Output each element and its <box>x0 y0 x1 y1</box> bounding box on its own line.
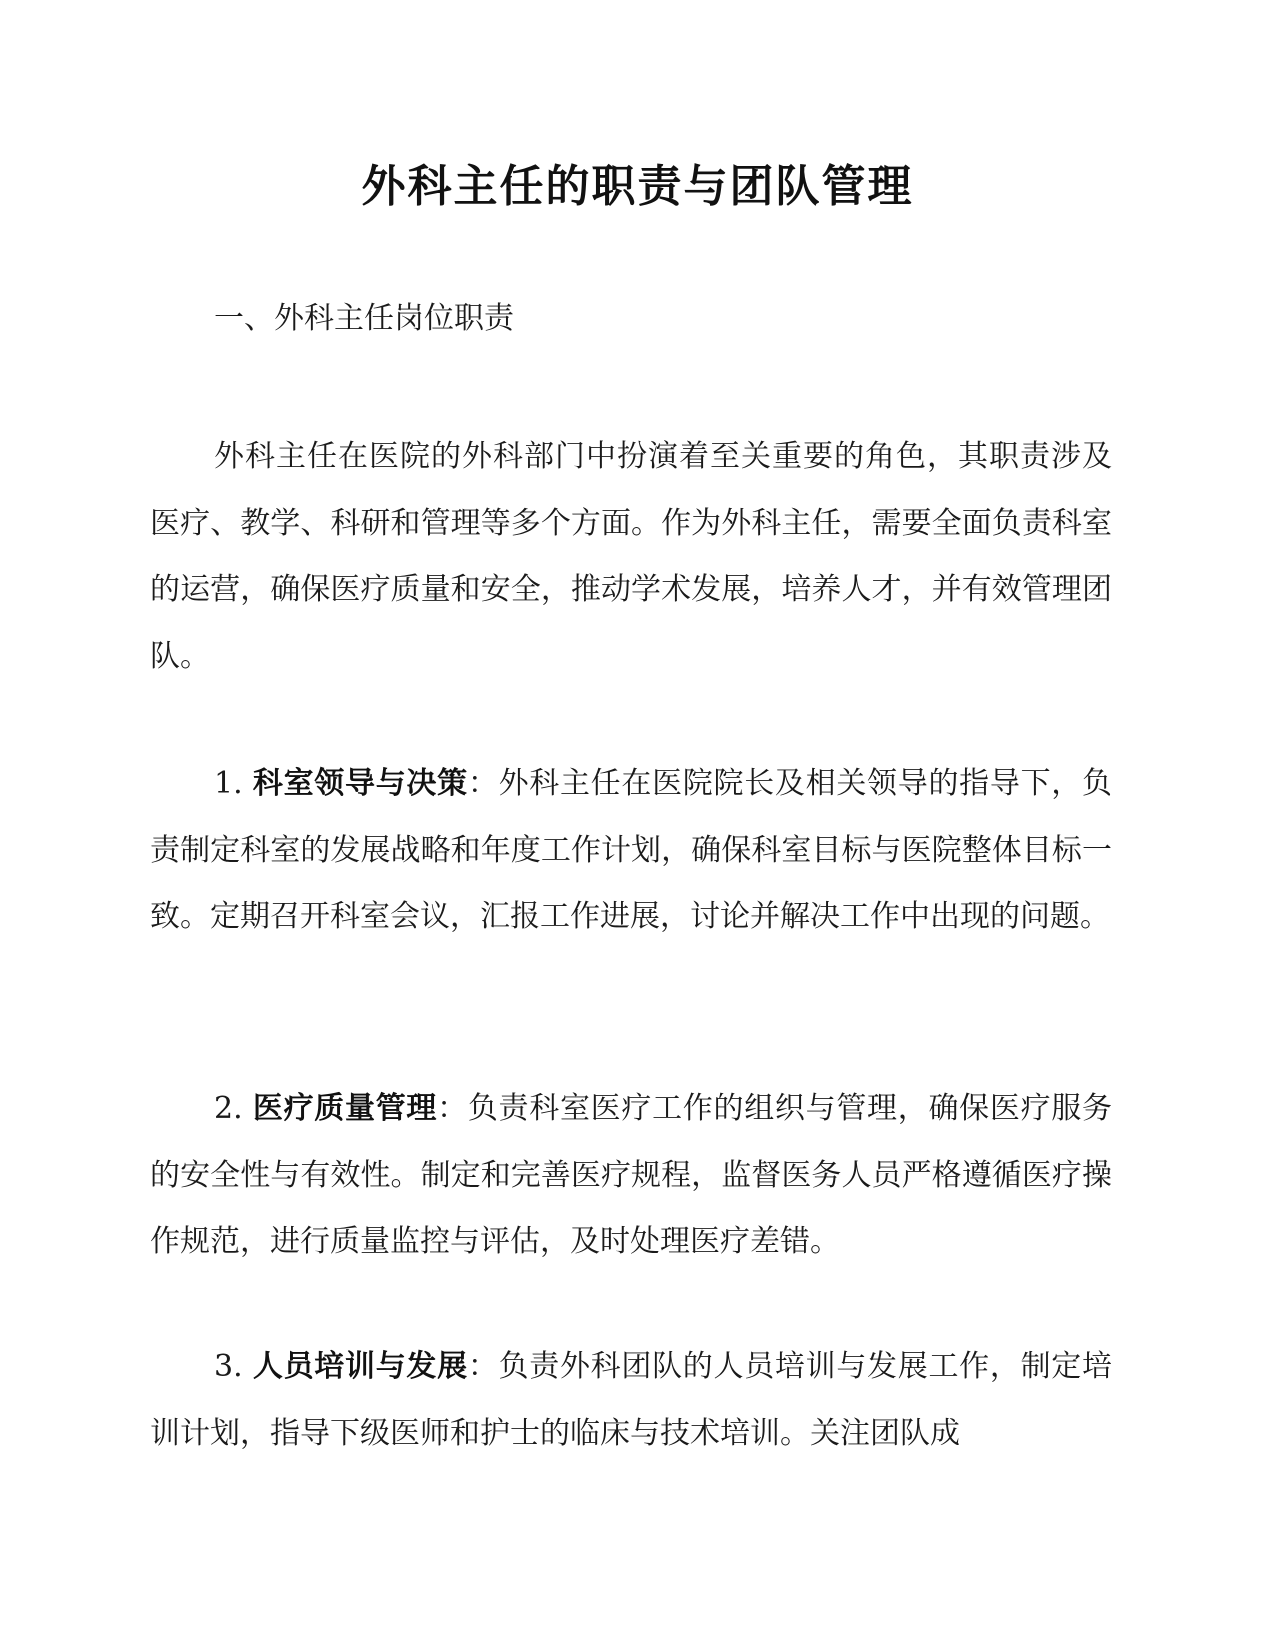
duty-item-2-heading: 医疗质量管理 <box>252 1091 438 1126</box>
duty-item-2-body: 负责科室医疗工作的组织与管理，确保医疗服务的安全性与有效性。制定和完善医疗规程，监督医务人员严格遵循医疗操作规范，进行质量监控与评估，及时处理医疗差错。 <box>150 1091 1113 1259</box>
duty-item-3 <box>150 1334 1112 1467</box>
duty-item-1-number: 1. <box>214 766 253 801</box>
duty-item-2-colon: ： <box>437 1091 468 1126</box>
section-heading: 一、外科主任岗位职责 <box>214 301 514 336</box>
intro-paragraph: 外科主任在医院的外科部门中扮演着至关重要的角色，其职责涉及医疗、教学、科研和管理等多个方面。作为外科主任，需要全面负责科室的运营，确保医疗质量和安全，推动学术发展，培养人才，并有效管理团队。 <box>150 439 1112 674</box>
duty-item-1-body: 外科主任在医院院长及相关领导的指导下，负责制定科室的发展战略和年度工作计划，确保科室目标与医院整体目标一致。定期召开科室会议，汇报工作进展，讨论并解决工作中出现的问题。 <box>150 766 1113 934</box>
duty-item-3-colon: ： <box>467 1349 499 1384</box>
duty-item-3-heading: 人员培训与发展 <box>252 1349 468 1384</box>
duty-item-3-number: 3. <box>214 1349 253 1384</box>
duty-item-1-colon: ： <box>467 766 499 801</box>
duty-item-1 <box>150 751 1112 951</box>
page-title: 外科主任的职责与团队管理 <box>361 161 914 212</box>
duty-item-3-body: 负责外科团队的人员培训与发展工作，制定培训计划，指导下级医师和护士的临床与技术培训。关注团队成 <box>150 1349 1113 1451</box>
duty-item-1-heading: 科室领导与决策 <box>252 766 468 801</box>
duty-item-2-number: 2. <box>214 1091 253 1126</box>
duty-item-2 <box>150 1076 1112 1276</box>
